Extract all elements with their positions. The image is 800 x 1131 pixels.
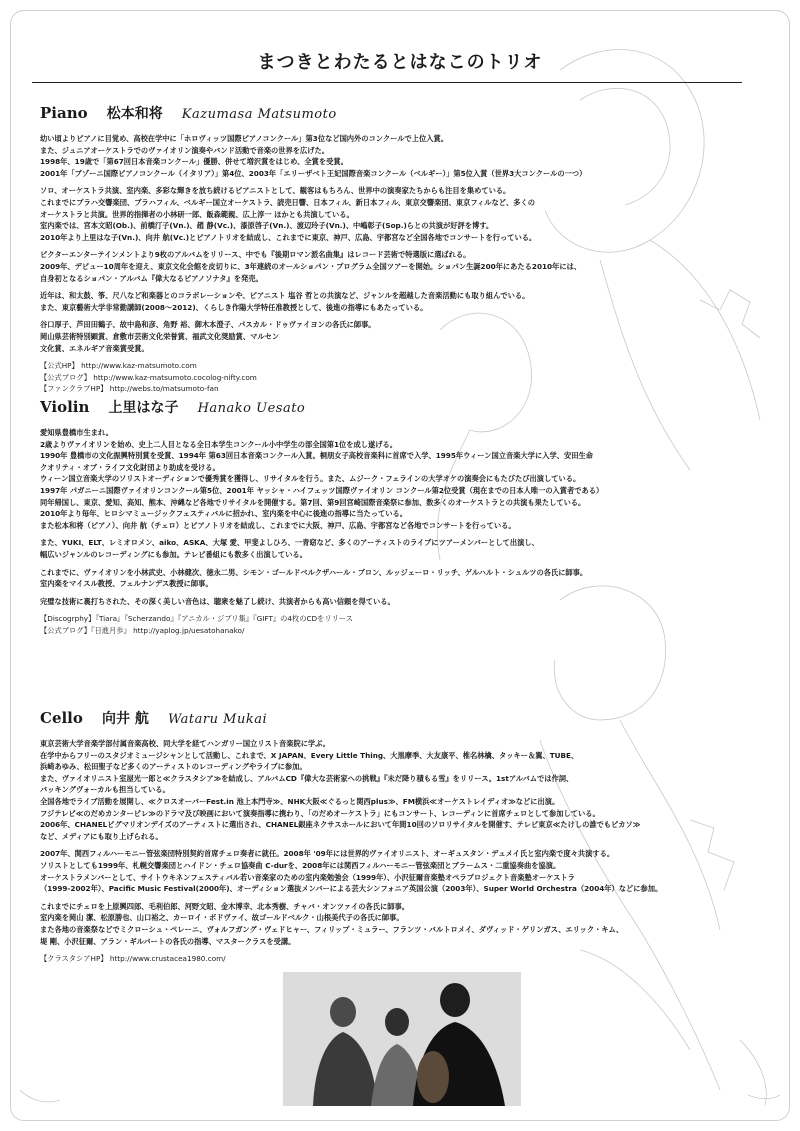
- bio-line: 文化賞、エネルギア音楽賞受賞。: [40, 343, 149, 353]
- bio-line: 完璧な技術に裏打ちされた、その深く美しい音色は、聴衆を魅了し続け、共演者からも高い信頼を得ている。: [40, 596, 395, 606]
- bio-line: 幅広いジャンルのレコーディングにも参加。テレビ番組にも数多く出演している。: [40, 549, 307, 559]
- title-divider: [32, 82, 742, 83]
- bio-line: フジテレビ≪のだめカンタービレ≫のドラマ及び映画において演奏指導に携わり、「のだめオーケストラ」にもコンサート、レコーディンに首席チェロとして参加している。: [40, 808, 600, 818]
- bio-line: 同年帰国し、東京、愛知、高知、熊本、沖縄など各地でリサイタルを開催する。第7回、第9回宮崎国際音楽祭に参加、数多くのオーケストラとの共演も果たしている。: [40, 497, 586, 507]
- piano-header: [40, 101, 750, 125]
- bio-paragraph: [40, 738, 750, 842]
- instrument-label: Piano: [40, 104, 88, 122]
- bio-line: クオリティ・オブ・ライフ文化財団より助成を受ける。: [40, 462, 220, 472]
- bio-line: 全国各地でライブ活動を展開し、≪クロスオーバーFest.in 池上本門寺≫、NHK大阪≪ぐるっと関西plus≫、FM横浜≪オーケストレイディオ≫などに出演。: [40, 796, 560, 806]
- bio-line: オーケストラメンバーとして、サイトウキネンフェスティバル若い音楽家のための室内楽勉強会（1999年）、小沢征爾音楽塾オペラプロジェクト音楽塾オーケストラ: [40, 872, 575, 882]
- bio-line: また各地の音楽祭などでミクローシュ・ペレーニ、ヴォルフガング・ヴェドヒャー、フィリップ・ミュラー、フランツ・バルトロメイ、ダヴィッド・ゲリンガス、エリック・キム、: [40, 924, 624, 934]
- artist-name-jp: 上里はな子: [108, 400, 179, 416]
- bio-line: 2歳よりヴァイオリンを始め、史上二人目となる全日本学生コンクール小中学生の部全国第1位を成し遂げる。: [40, 439, 397, 449]
- bio-line: 室内楽では、宮本文昭(Ob.)、前橋汀子(Vn.)、趙 静(Vc.)、漆原啓子(Vn.)、渡辺玲子(Vn.)、中嶋彰子(Sop.)らとの共演が好評を博す。: [40, 221, 494, 231]
- official-blog-link[interactable]: 【公式ブログ】『日進月歩』 http://yaplog.jp/uesatohanako/: [40, 625, 245, 635]
- bio-line: 2006年、CHANELピグマリオンデイズのアーティストに選出され、CHANEL銀座ネクサスホールにおいて年間10回のソロリサイタルを開催す、テレビ東京≪たけしの誰でもピカソ≫: [40, 820, 641, 830]
- bio-line: 室内楽を岡山 潔、松原勝也、山口裕之、カーロイ・ボドヴァイ、故ゴールドベルク・山根美代子の各氏に師事。: [40, 913, 404, 923]
- bio-line: 幼い頃よりピアノに目覚め、高校在学中に「ホロヴィッツ国際ピアノコンクール」第3位など国内外のコンクールで上位入賞。: [40, 134, 448, 143]
- bio-paragraph: [40, 427, 750, 531]
- bio-line: また、ヴァイオリニスト室屋光一郎と≪クラスタシア≫を結成し、アルバムCD『偉大な芸術家への挑戦』『未だ降り積もる雪』をリリース。1stアルバムでは作詞、: [40, 773, 574, 783]
- artist-name-jp: 松本和将: [106, 106, 163, 122]
- bio-line: 2007年、関西フィルハーモニー管弦楽団特別契約首席チェロ奏者に就任。2008年 '09年には世界的ヴァイオリニスト、オーギュスタン・デュメイ氏と室内楽で度々共演する。: [40, 849, 615, 859]
- official-blog-link[interactable]: 【公式ブログ】 http://www.kaz-matsumoto.cocolog-nifty.com: [40, 372, 257, 382]
- instrument-label: Cello: [40, 709, 83, 727]
- artist-name-romaji: Kazumasa Matsumoto: [181, 107, 337, 122]
- bio-line: ビクターエンターテインメントより9枚のアルバムをリリース、中でも『後期ロマン派名曲集』はレコード芸術で特選版に選ばれる。: [40, 250, 471, 260]
- artist-name-romaji: Wataru Mukai: [167, 712, 268, 727]
- bio-line: 2010年より毎年、ヒロシマミュージックフェスティバルに招かれ、室内楽を中心に後進の指導に当たっている。: [40, 509, 408, 519]
- bio-line: 東京芸術大学音楽学部付属音楽高校、同大学を経てハンガリー国立リスト音楽院に学ぶ。: [40, 739, 330, 748]
- link-list: [40, 953, 750, 965]
- bio-line: 2010年より上里はな子(Vn.)、向井 航(Vc.)とピアノトリオを結成し、これまでに東京、神戸、広島、宇都宮など全国各地でコンサートを行っている。: [40, 232, 537, 242]
- bio-line: 堤 剛、小沢征爾、アラン・ギルバートの各氏の指導、マスタークラスを受講。: [40, 936, 296, 946]
- instrument-label: Violin: [40, 398, 90, 416]
- bio-line: 室内楽をマイスル教授、フェルナンデス教授に師事。: [40, 579, 213, 589]
- bio-line: オーケストラと共演。世界的指揮者の小林研一郎、飯森範親、広上淳一 ほかとも共演している。: [40, 209, 354, 219]
- crustacea-site-link[interactable]: 【クラスタシアHP】 http://www.crustacea1980.com/: [40, 954, 226, 964]
- artist-name-romaji: Hanako Uesato: [197, 401, 306, 416]
- bio-paragraph: [40, 319, 750, 354]
- bio-line: また、ジュニアオーケストラでのヴァイオリン演奏やバンド活動で音楽の世界を広げた。: [40, 145, 330, 155]
- bio-paragraph: [40, 290, 750, 313]
- cello-section: [40, 706, 750, 971]
- trio-photo: [283, 972, 521, 1106]
- link-list: [40, 360, 750, 395]
- bio-line: これまでに、ヴァイオリンを小林武史、小林健次、徳永二男、シモン・ゴールドベルクザハール・ブロン、ルッジェーロ・リッチ、ゲルハルト・シュルツの各氏に師事。: [40, 567, 588, 577]
- bio-line: 谷口厚子、芦田田鶴子、故中島和彦、角野 裕、御木本澄子、パスカル・ドゥヴァイヨンの各氏に師事。: [40, 320, 376, 330]
- bio-line: 1997年 パガニーニ国際ヴァイオリンコンクール第5位、2001年 ヤッシャ・ハイフェッツ国際ヴァイオリン コンクール第2位受賞（現在までの日本人唯一の入賞者である）: [40, 485, 604, 495]
- bio-line: 1998年、19歳で「第67回日本音楽コンクール」優勝、併せて増沢賞をはじめ、全賞を受賞。: [40, 157, 348, 167]
- bio-paragraph: [40, 901, 750, 947]
- bio-line: これまでにチェロを上原興四郎、毛利伯郎、河野文昭、金木博幸、北本秀樹、チャバ・オンツァイの各氏に師事。: [40, 901, 410, 911]
- bio-line: 在学中からフリーのスタジオミュージシャンとして活動し、これまで、X JAPAN、Every Little Thing、大黒摩季、大友康平、椎名林檎、タッキー＆翼、TUBE、: [40, 750, 579, 760]
- bio-line: ウィーン国立音楽大学のソリストオーディションで優秀賞を獲得し、リサイタルを行う。また、ムジーク・フェラインの大学オケの演奏会にもたびたび出演している。: [40, 474, 581, 484]
- bio-line: 2009年、デビュー10周年を迎え、東京文化会館を皮切りに、3年連続のオールショパン・プログラム全国ツアーを開始。ショパン生誕200年にあたる2010年には、: [40, 261, 582, 271]
- piano-section: [40, 101, 750, 401]
- bio-line: 自身初となるショパン・アルバム『偉大なるピアノソナタ』を発売。: [40, 273, 263, 283]
- bio-line: 岡山県芸術特別顕賞、倉敷市芸術文化栄誉賞、福武文化奨励賞、マルセン: [40, 331, 280, 341]
- official-site-link[interactable]: 【公式HP】 http://www.kaz-matsumoto.com: [40, 361, 197, 371]
- cello-header: [40, 706, 750, 730]
- link-list: [40, 613, 750, 636]
- bio-line: これまでにプラハ交響楽団、ブラハフィル、ベルギー国立オーケストラ、読売日響、日本フィル、新日本フィル、東京交響楽団、東京フィルなど、多くの: [40, 197, 536, 207]
- bio-line: ソロ、オーケストラ共演、室内楽、多彩な輝きを放ち続けるピアニストとして、観客はもちろん、世界中の演奏家たちからも注目を集めている。: [40, 186, 511, 196]
- bio-paragraph: [40, 249, 750, 284]
- bio-line: また松本和将（ピアノ）、向井 航（チェロ）とピアノトリオを結成し、これまでに大阪、神戸、広島、宇都宮など各地でコンサートを行っている。: [40, 520, 516, 530]
- bio-line: 浜崎あゆみ、松田聖子など多くのアーティストのレコーディングやライブに参加。: [40, 762, 307, 772]
- bio-paragraph: [40, 848, 750, 894]
- bio-paragraph: [40, 596, 750, 608]
- trio-photo-illustration: [283, 972, 521, 1106]
- bio-line: （1999-2002年）、Pacific Music Festival(2000年)、オーディション選抜メンバーによる芸大シンフォニア英国公演（2003年）、Super World Orchestra（2004年）などに参加。: [40, 884, 663, 894]
- artist-name-jp: 向井 航: [101, 711, 149, 727]
- bio-line: 愛知県豊橋市生まれ。: [40, 428, 113, 437]
- bio-paragraph: [40, 567, 750, 590]
- bio-line: 1990年 豊橋市の文化振興特別賞を受賞、1994年 第63回日本音楽コンクール入賞。桐朋女子高校音楽科に首席で入学、1995年ウィーン国立音楽大学に入学、安田生命: [40, 451, 593, 461]
- violin-header: [40, 395, 750, 419]
- bio-line: 2001年「ブゾーニ国際ピアノコンクール（イタリア）」第4位、2003年「エリーザベト王妃国際音楽コンクール（ベルギー）」第5位入賞（世界3大コンクールの一つ）: [40, 168, 587, 178]
- bio-paragraph: [40, 185, 750, 243]
- bio-paragraph: [40, 537, 750, 560]
- bio-paragraph: [40, 133, 750, 179]
- bio-line: 近年は、和太鼓、筝、尺八など和楽器とのコラボレーションや、ピアニスト 塩谷 哲との共演など、ジャンルを超越した音楽活動にも取り組んでいる。: [40, 291, 530, 301]
- page-title: まつきとわたるとはなこのトリオ: [257, 52, 543, 73]
- bio-line: また、YUKI、ELT、レミオロメン、aiko、ASKA、大塚 愛、甲斐よしひろ、一青窈など、多くのアーティストのライブにツアーメンバーとして出演し、: [40, 538, 539, 548]
- bio-line: ソリストとしても1999年、札幌交響楽団とハイドン・チェロ協奏曲 C-durを、2008年には関西フィルハーモニー管弦楽団とブラームス・二重協奏曲を協演。: [40, 860, 561, 870]
- bio-line: など、メディアにも取り上げられる。: [40, 831, 163, 841]
- fanclub-link[interactable]: 【ファンクラブHP】 http://webs.to/matsumoto-fan: [40, 384, 219, 394]
- violin-section: [40, 395, 750, 643]
- bio-line: バッキングヴォーカルも担当している。: [40, 785, 170, 795]
- discography-text: 【Discogrphy】『Tiara』『Scherzando』『アニカル・ジブリ集』『GIFT』の4枚のCDをリリース: [40, 614, 353, 624]
- bio-line: また、東京藝術大学非常勤講師(2008〜2012)、くらしき作陽大学特任准教授として、後進の指導にもあたっている。: [40, 302, 428, 312]
